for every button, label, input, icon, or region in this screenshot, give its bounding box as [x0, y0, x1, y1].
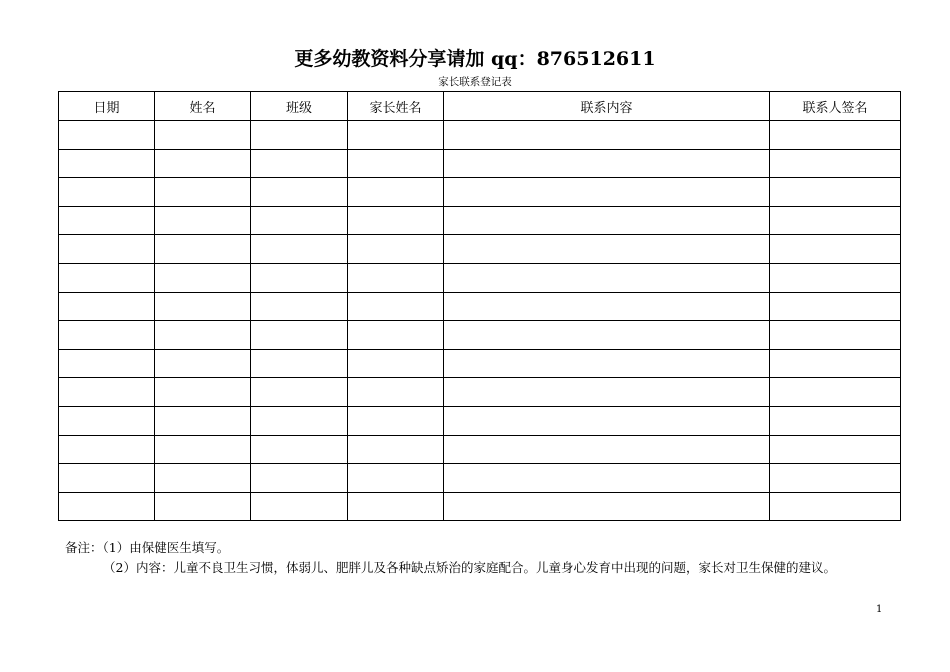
parent-name-cell[interactable] — [348, 435, 444, 464]
class-cell[interactable] — [251, 464, 348, 493]
date-cell[interactable] — [59, 378, 155, 407]
class-cell[interactable] — [251, 235, 348, 264]
page-heading: 更多幼教资料分享请加 qq：876512611 — [294, 48, 656, 70]
signature-cell[interactable] — [770, 178, 901, 207]
column-header-date: 日期 — [59, 92, 155, 121]
name-cell[interactable] — [155, 492, 251, 521]
parent-name-cell[interactable] — [348, 378, 444, 407]
column-header-parent-name: 家长姓名 — [348, 92, 444, 121]
table-row — [59, 235, 901, 264]
date-cell[interactable] — [59, 349, 155, 378]
notes-label: 备注： — [65, 540, 103, 555]
signature-cell[interactable] — [770, 149, 901, 178]
name-cell[interactable] — [155, 464, 251, 493]
signature-cell[interactable] — [770, 435, 901, 464]
contact-content-cell[interactable] — [444, 235, 770, 264]
parent-name-cell[interactable] — [348, 235, 444, 264]
signature-cell[interactable] — [770, 235, 901, 264]
date-cell[interactable] — [59, 321, 155, 350]
class-cell[interactable] — [251, 435, 348, 464]
parent-name-cell[interactable] — [348, 206, 444, 235]
column-header-contact-signature: 联系人签名 — [770, 92, 901, 121]
column-header-contact-content: 联系内容 — [444, 92, 770, 121]
note-line-2 — [65, 558, 836, 578]
table-row — [59, 321, 901, 350]
table-row — [59, 206, 901, 235]
contact-content-cell[interactable] — [444, 349, 770, 378]
contact-content-cell[interactable] — [444, 206, 770, 235]
date-cell[interactable] — [59, 263, 155, 292]
parent-name-cell[interactable] — [348, 292, 444, 321]
parent-name-cell[interactable] — [348, 492, 444, 521]
name-cell[interactable] — [155, 235, 251, 264]
table-row — [59, 435, 901, 464]
date-cell[interactable] — [59, 206, 155, 235]
date-cell[interactable] — [59, 406, 155, 435]
form-title: 家长联系登记表 — [438, 76, 512, 88]
contact-content-cell[interactable] — [444, 321, 770, 350]
date-cell[interactable] — [59, 178, 155, 207]
table-row — [59, 292, 901, 321]
class-cell[interactable] — [251, 321, 348, 350]
contact-content-cell[interactable] — [444, 378, 770, 407]
parent-name-cell[interactable] — [348, 149, 444, 178]
signature-cell[interactable] — [770, 464, 901, 493]
contact-content-cell[interactable] — [444, 149, 770, 178]
table-row — [59, 149, 901, 178]
parent-contact-register-table — [58, 91, 901, 521]
class-cell[interactable] — [251, 292, 348, 321]
name-cell[interactable] — [155, 149, 251, 178]
name-cell[interactable] — [155, 321, 251, 350]
date-cell[interactable] — [59, 149, 155, 178]
class-cell[interactable] — [251, 378, 348, 407]
name-cell[interactable] — [155, 263, 251, 292]
name-cell[interactable] — [155, 206, 251, 235]
contact-content-cell[interactable] — [444, 121, 770, 150]
signature-cell[interactable] — [770, 378, 901, 407]
signature-cell[interactable] — [770, 406, 901, 435]
class-cell[interactable] — [251, 206, 348, 235]
contact-content-cell[interactable] — [444, 492, 770, 521]
signature-cell[interactable] — [770, 292, 901, 321]
class-cell[interactable] — [251, 492, 348, 521]
note-item-1: （1）由保健医生填写。 — [102, 540, 230, 555]
contact-content-cell[interactable] — [444, 178, 770, 207]
contact-content-cell[interactable] — [444, 292, 770, 321]
table-row — [59, 349, 901, 378]
contact-content-cell[interactable] — [444, 464, 770, 493]
parent-name-cell[interactable] — [348, 406, 444, 435]
class-cell[interactable] — [251, 349, 348, 378]
class-cell[interactable] — [251, 149, 348, 178]
notes-section — [65, 538, 836, 578]
name-cell[interactable] — [155, 435, 251, 464]
table-body — [59, 121, 901, 521]
table-row — [59, 263, 901, 292]
note-item-2: （2）内容：儿童不良卫生习惯，体弱儿、肥胖儿及各种缺点矫治的家庭配合。儿童身心发育中出现的问题，家长对卫生保健的建议。 — [103, 560, 836, 575]
parent-name-cell[interactable] — [348, 349, 444, 378]
date-cell[interactable] — [59, 292, 155, 321]
name-cell[interactable] — [155, 406, 251, 435]
signature-cell[interactable] — [770, 321, 901, 350]
class-cell[interactable] — [251, 406, 348, 435]
signature-cell[interactable] — [770, 121, 901, 150]
column-header-class: 班级 — [251, 92, 348, 121]
contact-content-cell[interactable] — [444, 263, 770, 292]
name-cell[interactable] — [155, 121, 251, 150]
date-cell[interactable] — [59, 464, 155, 493]
name-cell[interactable] — [155, 378, 251, 407]
name-cell[interactable] — [155, 178, 251, 207]
contact-content-cell[interactable] — [444, 406, 770, 435]
contact-content-cell[interactable] — [444, 435, 770, 464]
parent-name-cell[interactable] — [348, 263, 444, 292]
date-cell[interactable] — [59, 435, 155, 464]
date-cell[interactable] — [59, 235, 155, 264]
signature-cell[interactable] — [770, 492, 901, 521]
table-row — [59, 178, 901, 207]
table-row — [59, 464, 901, 493]
table-row — [59, 492, 901, 521]
signature-cell[interactable] — [770, 263, 901, 292]
column-header-name: 姓名 — [155, 92, 251, 121]
class-cell[interactable] — [251, 121, 348, 150]
date-cell[interactable] — [59, 121, 155, 150]
parent-name-cell[interactable] — [348, 121, 444, 150]
parent-name-cell[interactable] — [348, 178, 444, 207]
table-row — [59, 378, 901, 407]
name-cell[interactable] — [155, 292, 251, 321]
date-cell[interactable] — [59, 492, 155, 521]
table-row — [59, 406, 901, 435]
parent-name-cell[interactable] — [348, 464, 444, 493]
signature-cell[interactable] — [770, 349, 901, 378]
parent-name-cell[interactable] — [348, 321, 444, 350]
name-cell[interactable] — [155, 349, 251, 378]
note-line-1 — [65, 538, 836, 558]
class-cell[interactable] — [251, 178, 348, 207]
class-cell[interactable] — [251, 263, 348, 292]
signature-cell[interactable] — [770, 206, 901, 235]
table-header-row — [59, 92, 901, 121]
page-number: 1 — [876, 604, 883, 615]
table-row — [59, 121, 901, 150]
